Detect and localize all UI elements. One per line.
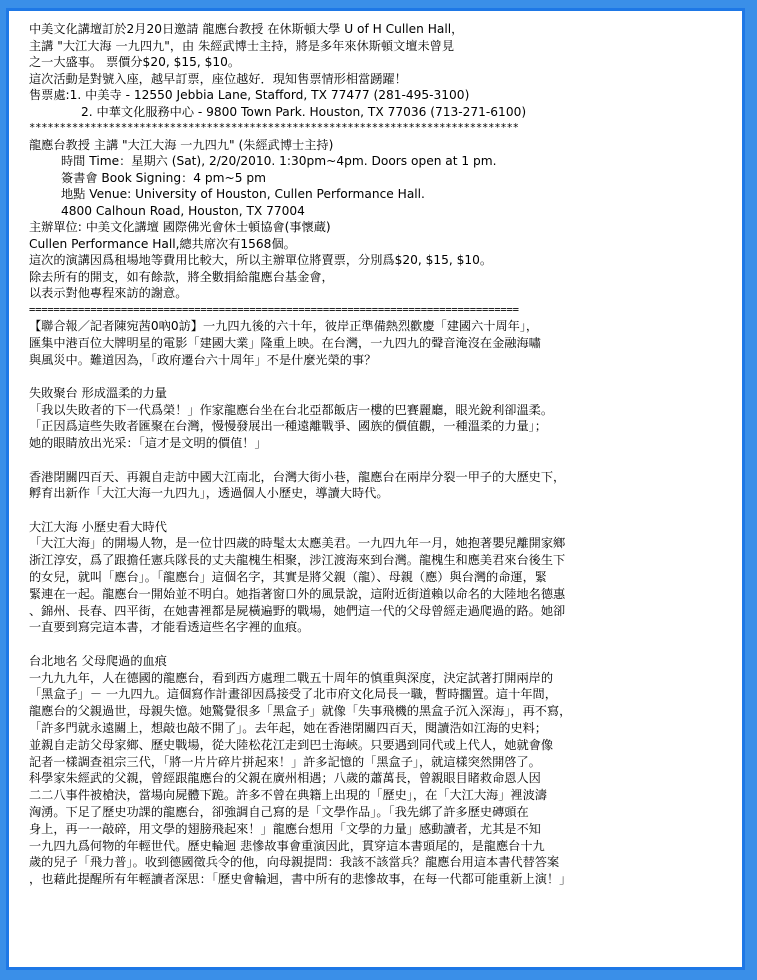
paragraph-line: 洶湧。下足了歷史功課的龍應台，卻強調自己寫的是「文學作品」。「我先綁了許多歷史磚頭在 <box>29 804 529 819</box>
event-time: 時間 Time：星期六 (Sat), 2/20/2010. 1:30pm~4pm. Doors open at 1 pm. <box>61 154 497 168</box>
article-lead: 匯集中港百位大牌明星的電影「建國大業」隆重上映。在台灣，一九四九的聲音淹沒在金融海嘯 <box>29 335 541 350</box>
paragraph-line: 龍應台的父親過世，母親失憶。她驚覺很多「黑盒子」就像「失事飛機的黑盒子沉入深海」，再不寫， <box>29 704 572 719</box>
ticket-location-1: 售票處:1. 中美寺 - 12550 Jebbia Lane, Stafford, TX 77477 (281-495-3100) <box>29 88 470 102</box>
event-note: 以表示對他專程來訪的謝意。 <box>29 286 188 300</box>
paragraph-line: 科學家朱經武的父親，曾經跟龍應台的父親在廣州相遇；八歲的蕭萬長，曾親眼目睹救命恩人因 <box>29 771 541 786</box>
paragraph-line: 她的眼睛放出光采：「這才是文明的價值！」 <box>29 436 267 451</box>
paragraph-line: 孵育出新作「大江大海一九四九」，透過個人小歷史，導讀大時代。 <box>29 486 389 501</box>
article-lead: 【聯合報／記者陳宛茜0吶0訪】一九四九後的六十年，彼岸正準備熱烈歡慶「建國六十周年」， <box>29 319 539 333</box>
article <box>29 318 728 888</box>
event-organizer: 主辦單位: 中美文化講壇 國際佛光會休士頓協會(事懷蔵) <box>29 220 331 234</box>
event-note: 這次的演講因爲租場地等費用比較大，所以主辦單位將賣票，分別爲$20, $15, $10。 <box>29 253 493 267</box>
paragraph-line: 緊連在一起。龍應台一開始並不明白。她指著窗口外的風景說，這附近街道賴以命名的大陸地名德惠 <box>29 586 566 601</box>
paragraph-line: 「正因爲這些失敗者匯聚在台灣，慢慢發展出一種遠離戰爭、國族的價值觀，一種溫柔的力量」； <box>29 419 547 434</box>
intro-line: 這次活動是對號入座，越早訂票，座位越好．現知售票情形相當踴躍！ <box>29 71 407 86</box>
paragraph-line: 的女兒，就叫「應台」。「龍應台」這個名字，其實是將父親（龍）、母親（應）與台灣的命運，緊 <box>29 570 547 585</box>
paragraph-line: 「我以失敗者的下一代爲榮！」作家龍應台坐在台北亞都飯店一樓的巴賽麗廳，眼光銳利卻溫柔。 <box>29 402 554 417</box>
paragraph-line: 「黑盒子」－ 一九四九。這個寫作計畫卻因爲接受了北市府文化局長一職，暫時擱置。這十年間， <box>29 687 557 702</box>
paragraph-line: 一直要到寫完這本書，才能看透這些名字裡的血痕。 <box>29 620 310 635</box>
paragraph-line: ，也藉此提醒所有年輕讀者深思：「歷史會輪迴，書中所有的悲慘故事，在每一代都可能重新上演！」 <box>29 872 572 887</box>
section-heading: 失敗聚台 形成溫柔的力量 <box>29 385 167 400</box>
ticket-location-2: 2. 中華文化服務中心 - 9800 Town Park. Houston, TX 77036 (713-271-6100) <box>81 104 527 119</box>
intro-line: 中美文化講壇訂於2月20日邀請 龍應台教授 在休斯頓大學 U of H Cullen Hall， <box>29 22 464 36</box>
event-venue: 地點 Venue: University of Houston, Cullen Performance Hall. <box>61 187 425 201</box>
paragraph-line: 、錦州、長春、四平街，在她書裡都是屍橫遍野的戰場，她們這一代的父母曾經走過爬過的路。她卻 <box>29 603 566 618</box>
paragraph-line: 二二八事件被槍決，當場向屍體下跪。許多不曾在典籍上出現的「歷史」，在「大江大海」裡波濤 <box>29 788 547 803</box>
document-body <box>29 21 728 888</box>
section-heading: 台北地名 父母爬過的血痕 <box>29 653 167 668</box>
paragraph-line: 「許多門就永遠關上，想敲也敲不開了」。去年起，她在香港閉關四百天，閱讀浩如江海的史料； <box>29 720 547 735</box>
paragraph-line: 記者一樣調查祖宗三代，「將一片片碎片拼起來！」許多記憶的「黑盒子」，就這樣突然開啓了。 <box>29 754 541 769</box>
paragraph-line: 並親自走訪父母家鄉、歷史戰場，從大陸松花江走到巴士海峽。只要遇到同代或上代人，她就會像 <box>29 737 554 752</box>
paragraph-line: 一九四九爲何物的年輕世代。歷史輪迴 悲慘故事會重演因此，貫穿這本書頭尾的，是龍應台十九 <box>29 838 545 853</box>
intro-line: 主講 "大江大海 一九四九"，由 朱經武博士主持，將是多年來休斯頓文壇未曾見 <box>29 38 455 53</box>
event-title: 龍應台教授 主講 "大江大海 一九四九" (朱經武博士主持) <box>29 137 334 152</box>
equals-divider: ================================================================================ <box>29 303 519 316</box>
paragraph-line: 「大江大海」的開場人物，是一位廿四歲的時髦太太應美君。一九四九年一月，她抱著嬰兒離開家鄉 <box>29 536 566 551</box>
event-address: 4800 Calhoun Road, Houston, TX 77004 <box>61 203 305 218</box>
article-lead: 與風災中。難道因為，「政府遷台六十周年」不是什麼光榮的事？ <box>29 352 377 367</box>
paragraph-line: 一九九九年，人在德國的龍應台，看到西方處理二戰五十周年的慎重與深度，決定試著打開兩岸的 <box>29 670 554 685</box>
star-divider: ******************************************************************************** <box>29 122 519 134</box>
paragraph-line: 身上，再一一敲碎，用文學的翅膀飛起來！」龍應台想用「文學的力量」感動讀者，尤其是不知 <box>29 821 541 836</box>
paragraph-line: 香港閉關四百天、再親自走訪中國大江南北，台灣大街小巷，龍應台在兩岸分裂一甲子的大歷史下， <box>29 469 566 484</box>
paragraph-line: 浙江淳安，爲了跟擔任憲兵隊長的丈夫龍槐生相聚，涉江渡海來到台灣。龍槐生和應美君來台後生下 <box>29 553 566 568</box>
event-signing: 簽書會 Book Signing：4 pm~5 pm <box>61 170 266 185</box>
event-note: 除去所有的開支，如有餘款，將全數捐給龍應台基金會， <box>29 269 334 284</box>
page-frame <box>6 8 745 970</box>
event-hall: Cullen Performance Hall,總共席次有1568個。 <box>29 236 296 251</box>
paragraph-line: 歲的兒子「飛力普」。收到德國徵兵令的他，向母親提問：我該不該當兵？龍應台用這本書代替答案 <box>29 855 560 870</box>
section-heading: 大江大海 小歷史看大時代 <box>29 519 167 534</box>
intro-line: 之一大盛事。 票價分$20, $15, $10。 <box>29 55 241 69</box>
